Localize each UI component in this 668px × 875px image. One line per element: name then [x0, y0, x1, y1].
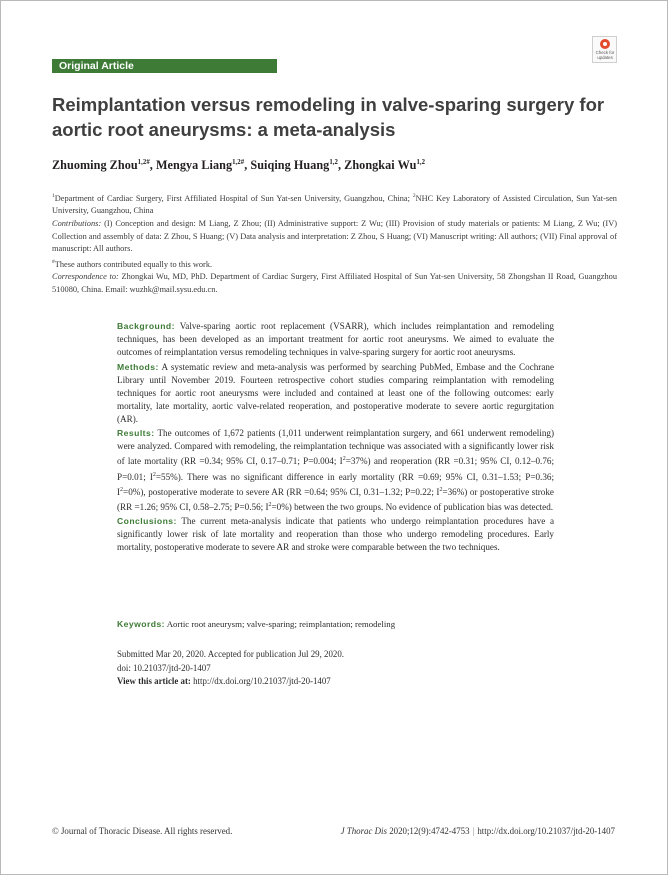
contributions-label: Contributions: — [52, 218, 102, 228]
superscript: 2 — [152, 471, 156, 478]
keywords — [117, 619, 554, 629]
doi-text: doi: 10.21037/jtd-20-1407 — [117, 662, 211, 673]
footer-journal: J Thorac Dis — [340, 826, 387, 836]
section-text: =0%), postoperative moderate to severe AR (RR =0.64; 95% CI, 0.31–1.32; P=0.22; I — [123, 486, 440, 497]
author-superscript: 1,2# — [137, 158, 150, 166]
abstract-conclusions — [117, 515, 554, 554]
author-notes — [52, 190, 617, 296]
section-text: The outcomes of 1,672 patients (1,011 underwent reimplantation surgery, and 661 underwent remodeling) were analyzed. Compared with remodeling, the reimplantation technique was associated with a significantly lower risk of late mortality (RR =0.34; 95% CI, 0.17–0.71; P=0.004; I — [117, 428, 554, 467]
correspondence-text: Zhongkai Wu, MD, PhD. Department of Cardiac Surgery, First Affiliated Hospital of Sun Yat-sen University, 58 Zhongshan II Road, Guangzhou 510080, China. Email: wuzhk@mail.sysu.edu.cn. — [52, 272, 617, 294]
section-text: A systematic review and meta-analysis was performed by searching PubMed, Embase and the Cochrane Library until November 2019. Fourteen retrospective cohort studies comparing reimplantation with remodeling techniques for aortic root aneurysms were included and contained at least one of the following outcomes: early mortality, late mortality, aortic valve-related reoperation, and postoperative moderate to severe aortic regurgitation (AR). — [117, 361, 554, 424]
correspondence — [52, 271, 617, 296]
keywords-label: Keywords: — [117, 619, 165, 629]
abstract — [117, 320, 554, 556]
author-superscript: 1,2 — [416, 158, 426, 166]
check-for-updates-label: Check for updates — [595, 50, 615, 60]
author-name: Zhuoming Zhou — [52, 158, 138, 172]
check-for-updates-button[interactable] — [592, 36, 617, 63]
section-label: Background: — [117, 321, 175, 331]
equal-contrib-sup: # — [52, 258, 55, 265]
footer-doi-link[interactable]: http://dx.doi.org/10.21037/jtd-20-1407 — [477, 826, 615, 836]
abstract-methods — [117, 361, 554, 426]
section-text: =55%). There was no significant difference in early mortality (RR =0.69; 95% CI, 0.31–1.53; P=0.36; I — [117, 471, 554, 497]
superscript: 2 — [120, 486, 124, 493]
superscript: 2 — [342, 456, 346, 463]
author-superscript: 1,2 — [329, 158, 338, 166]
equal-contrib-text: These authors contributed equally to this work. — [54, 259, 213, 269]
submission-dates: Submitted Mar 20, 2020. Accepted for publication Jul 29, 2020. — [117, 649, 345, 659]
section-text: =37%) and reoperation (RR =0.31; 95% CI, 0.12–0.76; P=0.01; I — [117, 456, 554, 482]
article-meta — [117, 648, 554, 689]
affil-text: NHC Key Laboratory of Assisted Circulation, Sun Yat-sen University, Guangzhou, China — [52, 193, 617, 216]
author-list: Zhuoming Zhou$^{1,2\#}$, Mengya Liang$^{1,2\#}$, Suiqing Huang$^{1,2}$, Zhongkai Wu$^{1,2}$ — [52, 158, 426, 172]
footer-copyright: © Journal of Thoracic Disease. All rights reserved. — [52, 826, 233, 836]
footer-citation — [341, 826, 615, 836]
article-title: Reimplantation versus remodeling in valve-sparing surgery for aortic root aneurysms: a meta-analysis — [52, 94, 605, 140]
crossmark-icon — [600, 39, 610, 49]
superscript: 2 — [268, 501, 272, 508]
author-superscript: 1,2# — [232, 158, 245, 166]
section-label: Methods: — [117, 361, 159, 372]
section-text: =36%) or postoperative stroke (RR =1.26; 95% CI, 0.58–2.75; P=0.56; I — [117, 486, 554, 512]
section-label: Results: — [117, 428, 155, 439]
section-text: =0%) between the two groups. No evidence of publication bias was detected. — [271, 501, 554, 512]
article-type-badge: Original Article — [52, 59, 277, 73]
equal-contribution-note — [52, 256, 617, 271]
footer-separator: | — [472, 826, 475, 836]
author-name: Suiqing Huang — [250, 158, 330, 172]
section-text: Valve-sparing aortic root replacement (VSARR), which includes reimplantation and remodeling techniques, has been developed as an important treatment for aortic root aneurysms. We aimed to evaluate the outcomes of reimplantation versus remodeling techniques in valve-sparing surgery for aortic root aneurysms. — [117, 321, 554, 358]
view-label: View this article at: — [117, 676, 191, 686]
view-article-line — [117, 675, 554, 689]
section-text: The current meta-analysis indicate that patients who undergo reimplantation procedures have a significantly lower risk of late mortality and reoperation than those who undergo remodeling procedures. Early mortality, postoperative moderate to severe AR and stroke were comparable between the two techniques. — [117, 516, 554, 553]
author-name: Zhongkai Wu — [344, 158, 417, 172]
affil-text: Department of Cardiac Surgery, First Affiliated Hospital of Sun Yat-sen University, Guangzhou, China; — [54, 193, 413, 203]
correspondence-label: Correspondence to: — [52, 272, 119, 282]
affil-sup: 2 — [412, 193, 416, 199]
affil-sup: 1 — [52, 193, 55, 199]
affiliations — [52, 190, 617, 218]
view-url-link[interactable]: http://dx.doi.org/10.21037/jtd-20-1407 — [190, 676, 331, 686]
footer-citation-text: 2020;12(9):4742-4753 — [386, 826, 470, 836]
contributions — [52, 218, 617, 256]
superscript: 2 — [439, 486, 443, 493]
section-label: Conclusions: — [117, 516, 177, 527]
abstract-background — [117, 320, 554, 359]
abstract-results — [117, 427, 554, 513]
keywords-text: Aortic root aneurysm; valve-sparing; reimplantation; remodeling — [164, 619, 396, 629]
contributions-text: (I) Conception and design: M Liang, Z Zhou; (II) Administrative support: Z Wu; (III) Provision of study materials or patients: M Liang, Z Wu; (IV) Collection and assembly of data: Z Zhou, S Huang; (V) Data analysis and interpretation: Z Zhou, S Huang; (VI) Manuscript writing: All authors; (VII) Final approval of manuscript: All authors. — [52, 218, 617, 254]
author-name: Mengya Liang — [155, 158, 233, 172]
